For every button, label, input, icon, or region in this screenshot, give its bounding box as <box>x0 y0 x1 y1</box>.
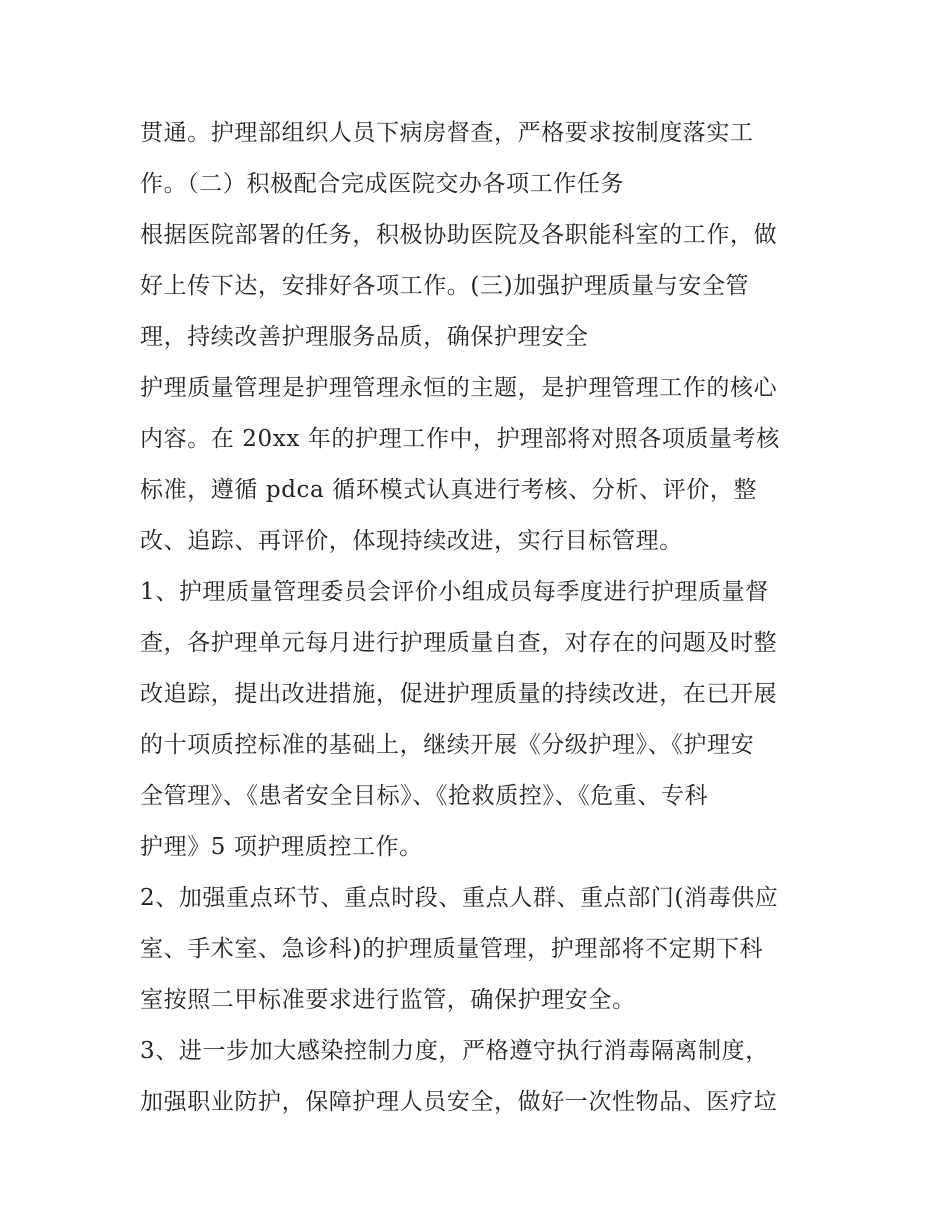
text-line: 查，各护理单元每月进行护理质量自查，对存在的问题及时整 <box>140 630 778 656</box>
text-line: 2、加强重点环节、重点时段、重点人群、重点部门(消毒供应 <box>140 885 779 911</box>
text-line: 贯通。护理部组织人员下病房督查，严格要求按制度落实工 <box>140 120 754 146</box>
text-line: 标准，遵循 pdca 循环模式认真进行考核、分析、评价，整 <box>140 477 758 503</box>
text-line: 加强职业防护，保障护理人员安全，做好一次性物品、医疗垃 <box>140 1089 778 1115</box>
text-line: 护理》5 项护理质控工作。 <box>140 834 423 860</box>
text-line: 改、追踪、再评价，体现持续改进，实行目标管理。 <box>140 528 683 554</box>
text-line: 护理质量管理是护理管理永恒的主题，是护理管理工作的核心 <box>140 375 778 401</box>
text-line: 理，持续改善护理服务品质，确保护理安全 <box>140 324 589 350</box>
text-line: 的十项质控标准的基础上，继续开展《分级护理》、《护理安 <box>140 732 755 758</box>
document-body <box>140 108 830 1128</box>
text-line: 根据医院部署的任务，积极协助医院及各职能科室的工作，做 <box>140 222 778 248</box>
text-line: 1、护理质量管理委员会评价小组成员每季度进行护理质量督 <box>140 579 769 605</box>
text-line: 好上传下达，安排好各项工作。(三)加强护理质量与安全管 <box>140 273 750 299</box>
text-line: 室按照二甲标准要求进行监管，确保护理安全。 <box>140 987 636 1013</box>
text-line: 3、进一步加大感染控制力度，严格遵守执行消毒隔离制度， <box>140 1038 769 1064</box>
text-line: 作。（二）积极配合完成医院交办各项工作任务 <box>140 171 625 197</box>
text-line: 内容。在 20xx 年的护理工作中，护理部将对照各项质量考核 <box>140 426 780 452</box>
text-line: 室、手术室、急诊科)的护理质量管理，护理部将不定期下科 <box>140 936 764 962</box>
text-line: 改追踪，提出改进措施，促进护理质量的持续改进，在已开展 <box>140 681 778 707</box>
text-line: 全管理》、《患者安全目标》、《抢救质控》、《危重、专科 <box>140 783 709 809</box>
